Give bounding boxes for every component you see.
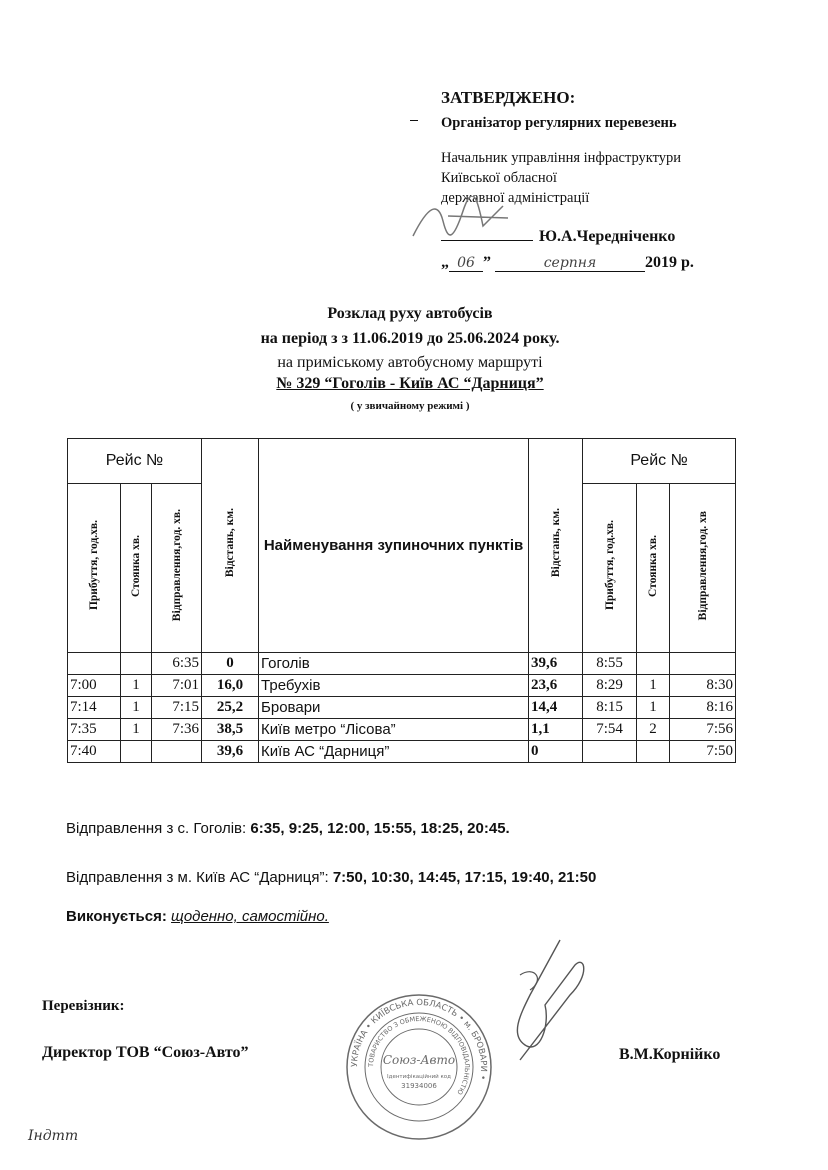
handwritten-initials: Індтт — [28, 1128, 79, 1144]
distance-header-right: Відстань, км. — [529, 439, 583, 653]
date-day: 06 — [449, 255, 483, 272]
distance-cell: 0 — [202, 653, 259, 675]
departure-cell: 7:15 — [152, 697, 202, 719]
departure-cell: 7:01 — [152, 675, 202, 697]
stopover-right-cell: 1 — [637, 675, 670, 697]
stopover-right-cell: 1 — [637, 697, 670, 719]
approval-date — [441, 254, 694, 272]
svg-text:УКРАЇНА • КИЇВСЬКА ОБЛАСТЬ • м: УКРАЇНА • КИЇВСЬКА ОБЛАСТЬ • м. БРОВАРИ • — [349, 997, 489, 1081]
official-line-3: державної адміністрації — [441, 190, 590, 206]
departure-cell: 6:35 — [152, 653, 202, 675]
operation-mode-label: Виконується: — [66, 908, 167, 925]
departure-right-cell — [670, 653, 736, 675]
table-row — [68, 719, 736, 741]
distance-right-cell: 23,6 — [529, 675, 583, 697]
stopover-right-cell: 2 — [637, 719, 670, 741]
stopover-header: Стоянка хв. — [121, 484, 152, 653]
approved-heading: ЗАТВЕРДЖЕНО: — [441, 88, 576, 107]
stop-name-cell: Київ АС “Дарниця” — [259, 741, 529, 763]
svg-text:Союз-Авто: Союз-Авто — [382, 1053, 456, 1067]
stop-name-cell: Бровари — [259, 697, 529, 719]
arrival-right-cell: 7:54 — [583, 719, 637, 741]
schedule-table — [67, 438, 736, 763]
arrival-cell: 7:35 — [68, 719, 121, 741]
distance-right-cell: 1,1 — [529, 719, 583, 741]
departures-gogoliv-times: 6:35, 9:25, 12:00, 15:55, 18:25, 20:45. — [250, 820, 510, 837]
official-line-2: Київської обласної — [441, 170, 557, 186]
svg-text:31934006: 31934006 — [401, 1082, 437, 1090]
stopover-cell: 1 — [121, 675, 152, 697]
table-row — [68, 741, 736, 763]
date-year: 2019 р. — [645, 254, 694, 271]
departures-kyiv-times: 7:50, 10:30, 14:45, 17:15, 19:40, 21:50 — [332, 869, 597, 886]
stop-name-cell: Требухів — [259, 675, 529, 697]
arrival-header-right: Прибуття, год.хв. — [583, 484, 637, 653]
table-row — [68, 653, 736, 675]
arrival-cell: 7:40 — [68, 741, 121, 763]
date-month: серпня — [495, 255, 645, 272]
departure-header: Відправлення,год. хв. — [152, 484, 202, 653]
signature-blank — [441, 240, 533, 241]
stopover-right-cell — [637, 741, 670, 763]
table-row — [68, 675, 736, 697]
departure-right-cell: 7:50 — [670, 741, 736, 763]
date-open-quote: „ — [441, 254, 449, 271]
arrival-header: Прибуття, год.хв. — [68, 484, 121, 653]
carrier-label: Перевізник: — [42, 998, 125, 1014]
departure-right-cell: 7:56 — [670, 719, 736, 741]
divider-mark — [410, 120, 418, 121]
arrival-cell: 7:14 — [68, 697, 121, 719]
arrival-right-cell: 8:15 — [583, 697, 637, 719]
table-row — [68, 697, 736, 719]
mode-note: ( у звичайному режимі ) — [350, 400, 470, 412]
stop-name-cell: Гоголів — [259, 653, 529, 675]
distance-right-cell: 14,4 — [529, 697, 583, 719]
distance-right-cell: 0 — [529, 741, 583, 763]
distance-cell: 39,6 — [202, 741, 259, 763]
distance-header: Відстань, км. — [202, 439, 259, 653]
schedule-period: на період з з 11.06.2019 до 25.06.2024 року. — [260, 330, 560, 347]
carrier-signature-icon — [490, 935, 600, 1065]
stopover-header-right: Стоянка хв. — [637, 484, 670, 653]
organizer-label: Організатор регулярних перевезень — [441, 115, 677, 131]
stopover-cell: 1 — [121, 719, 152, 741]
arrival-right-cell — [583, 741, 637, 763]
departure-right-cell: 8:16 — [670, 697, 736, 719]
departure-right-cell: 8:30 — [670, 675, 736, 697]
distance-cell: 25,2 — [202, 697, 259, 719]
distance-cell: 38,5 — [202, 719, 259, 741]
operation-mode-value: щоденно, самостійно. — [171, 908, 329, 925]
departures-gogoliv-label: Відправлення з с. Гоголів: — [66, 820, 247, 837]
arrival-right-cell: 8:55 — [583, 653, 637, 675]
stopover-right-cell — [637, 653, 670, 675]
operation-mode — [66, 908, 329, 925]
right-trip-header: Рейс № — [583, 439, 736, 484]
stopover-cell — [121, 653, 152, 675]
signer-name: В.М.Корнійко — [619, 1046, 721, 1063]
distance-cell: 16,0 — [202, 675, 259, 697]
svg-text:Ідентифікаційний код: Ідентифікаційний код — [387, 1074, 451, 1080]
arrival-right-cell: 8:29 — [583, 675, 637, 697]
arrival-cell: 7:00 — [68, 675, 121, 697]
departures-kyiv-label: Відправлення з м. Київ АС “Дарниця”: — [66, 869, 329, 886]
departure-cell — [152, 741, 202, 763]
distance-right-cell: 39,6 — [529, 653, 583, 675]
stop-name-cell: Київ метро “Лісова” — [259, 719, 529, 741]
stopover-cell — [121, 741, 152, 763]
official-line-1: Начальник управління інфраструктури — [441, 150, 682, 166]
arrival-cell — [68, 653, 121, 675]
departures-from-kyiv — [66, 869, 596, 886]
departure-header-right: Відправлення,год. хв — [670, 484, 736, 653]
departures-from-gogoliv — [66, 820, 510, 837]
schedule-route-type: на приміському автобусному маршруті — [277, 354, 543, 371]
signatory-line — [441, 228, 675, 246]
departure-cell: 7:36 — [152, 719, 202, 741]
stopover-cell: 1 — [121, 697, 152, 719]
date-close-quote: ” — [483, 254, 491, 271]
director-title: Директор ТОВ “Союз-Авто” — [42, 1044, 249, 1061]
stop-name-header: Найменування зупиночних пунктів — [259, 439, 529, 653]
schedule-title: Розклад руху автобусів — [327, 305, 493, 322]
company-seal-icon — [344, 992, 494, 1142]
signatory-name: Ю.А.Чередніченко — [539, 228, 676, 245]
left-trip-header: Рейс № — [68, 439, 202, 484]
route-name: № 329 “Гоголів - Київ АС “Дарниця” — [276, 375, 544, 392]
svg-text:ТОВАРИСТВО З ОБМЕЖЕНОЮ ВІДПОВІ: ТОВАРИСТВО З ОБМЕЖЕНОЮ ВІДПОВІДАЛЬНІСТЮ — [366, 1014, 472, 1097]
